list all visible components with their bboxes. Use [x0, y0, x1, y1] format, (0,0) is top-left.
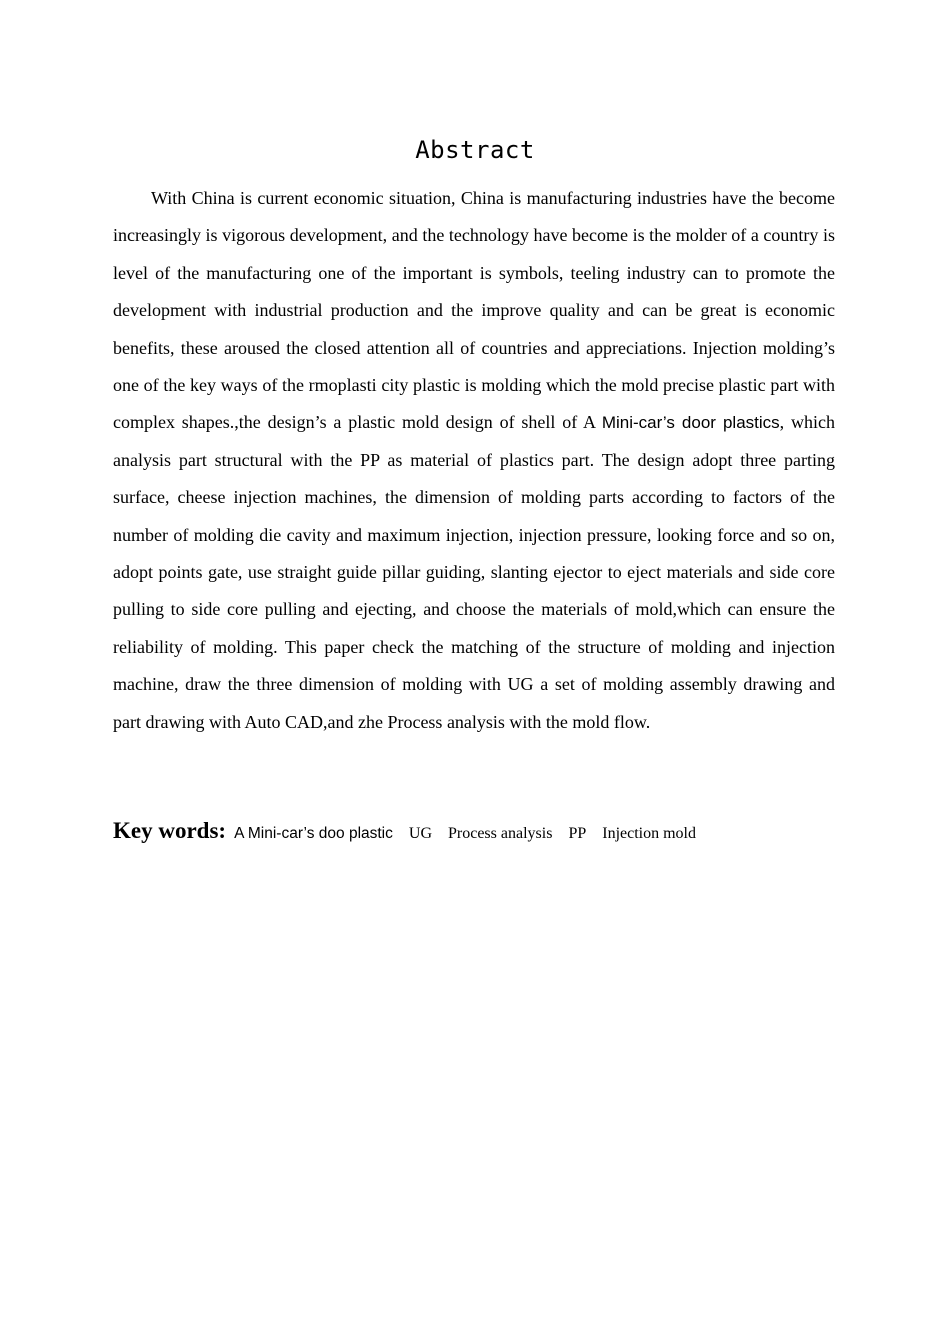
keywords-line [113, 814, 873, 851]
keyword-item: Process analysis [448, 825, 553, 842]
keyword-item: A Mini-car’s doo plastic [234, 825, 393, 842]
keywords-label: Key words: [113, 818, 227, 843]
keyword-item: Injection mold [602, 825, 696, 842]
keyword-item: UG [408, 825, 432, 842]
abstract-paragraph [113, 180, 835, 741]
keyword-item: PP [568, 825, 587, 842]
abstract-title: Abstract [415, 136, 535, 164]
abstract-text-part-1: With China is current economic situation, China is manufacturing industries have the become increasingly is vigorous development, and the technology have become is the molder of a country is level of the manufacturing one of the important is symbols, teeling industry can to promote the development with industrial production and the improve quality and can be great is economic benefits, these aroused the closed attention all of countries and appreciations. Injection molding’s one of the key ways of the rmoplasti city plastic is molding which the mold precise plastic part with complex shapes.,the design’s a plastic mold design of shell of A [113, 188, 835, 433]
abstract-text-part-3: , which analysis part structural with the PP as material of plastics part. The design adopt three parting surface, cheese injection machines, the dimension of molding parts according to factors of the number of molding die cavity and maximum injection, injection pressure, looking force and so on, adopt points gate, use straight guide pillar guiding, slanting ejector to eject materials and side core pulling to side core pulling and ejecting, and choose the materials of mold,which can ensure the reliability of molding. This paper check the matching of the structure of molding and injection machine, draw the three dimension of molding with UG a set of molding assembly drawing and part drawing with Auto CAD,and zhe Process analysis with the mold flow. [113, 412, 835, 732]
abstract-text-part-2: Mini-car’s door plastics [601, 413, 780, 433]
